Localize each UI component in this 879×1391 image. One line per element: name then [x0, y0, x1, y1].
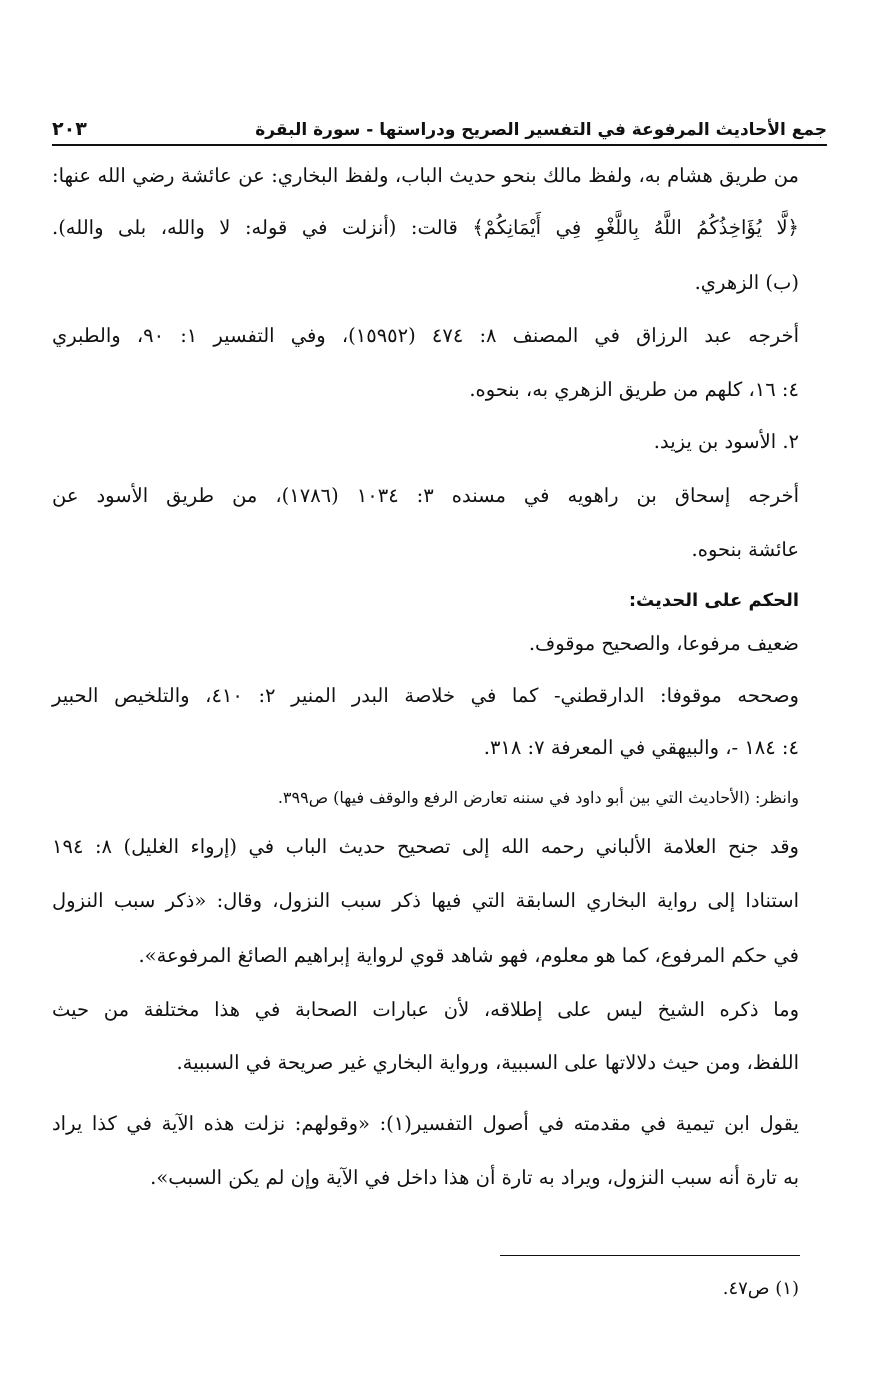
body-line: به تارة أنه سبب النزول، ويراد به تارة أن هذا داخل في الآية وإن لم يكن السبب». [150, 1166, 799, 1189]
body-line: ضعيف مرفوعا، والصحيح موقوف. [528, 632, 799, 655]
running-title: جمع الأحاديث المرفوعة في التفسير الصريح ودراستها - سورة البقرة [255, 120, 827, 140]
body-line: يقول ابن تيمية في مقدمته في أصول التفسير(١): «وقولهم: نزلت هذه الآية في كذا يراد [52, 1112, 799, 1135]
body-line: وانظر: (الأحاديث التي بين أبو داود في سننه تعارض الرفع والوقف فيها) ص٣٩٩. [277, 788, 799, 807]
body-line: وما ذكره الشيخ ليس على إطلاقه، لأن عبارات الصحابة في هذا مختلفة من حيث [52, 998, 799, 1021]
body-line: أخرجه عبد الرزاق في المصنف ٨: ٤٧٤ (١٥٩٥٢)، وفي التفسير ١: ٩٠، والطبري [52, 324, 799, 347]
running-header [52, 108, 827, 146]
body-line: اللفظ، ومن حيث دلالاتها على السببية، ورواية البخاري غير صريحة في السببية. [176, 1051, 799, 1074]
page-number: ٢٠٣ [52, 118, 87, 140]
footnote-divider [500, 1255, 800, 1256]
body-line: وقد جنح العلامة الألباني رحمه الله إلى تصحيح حديث الباب في (إرواء الغليل) ٨: ١٩٤ [52, 835, 799, 858]
body-line: وصححه موقوفا: الدارقطني- كما في خلاصة البدر المنير ٢: ٤١٠، والتلخيص الحبير [52, 684, 799, 707]
body-line: ٤: ١٨٤ -، والبيهقي في المعرفة ٧: ٣١٨. [483, 736, 799, 759]
body-line: من طريق هشام به، ولفظ مالك بنحو حديث الباب، ولفظ البخاري: عن عائشة رضي الله عنها: [52, 164, 799, 187]
body-line: عائشة بنحوه. [691, 538, 799, 561]
footnote: (١) ص٤٧. [722, 1278, 799, 1299]
body-line: في حكم المرفوع، كما هو معلوم، فهو شاهد قوي لرواية إبراهيم الصائغ المرفوعة». [138, 944, 799, 967]
ruling-heading: الحكم على الحديث: [628, 590, 799, 611]
quran-verse-line: ﴿لَّا يُؤَاخِذُكُمُ اللَّهُ بِاللَّغْوِ فِي أَيْمَانِكُمْ﴾ قالت: (أنزلت في قوله: لا والله، بلى والله). [52, 216, 799, 239]
body-line: ٤: ١٦، كلهم من طريق الزهري به، بنحوه. [469, 378, 799, 401]
section-label: ٢. الأسود بن يزيد. [653, 430, 799, 453]
body-line: استنادا إلى رواية البخاري السابقة التي فيها ذكر سبب النزول، وقال: «ذكر سبب النزول [52, 889, 799, 912]
body-line: أخرجه إسحاق بن راهويه في مسنده ٣: ١٠٣٤ (١٧٨٦)، من طريق الأسود عن [52, 484, 799, 507]
section-label: (ب) الزهري. [694, 271, 799, 294]
